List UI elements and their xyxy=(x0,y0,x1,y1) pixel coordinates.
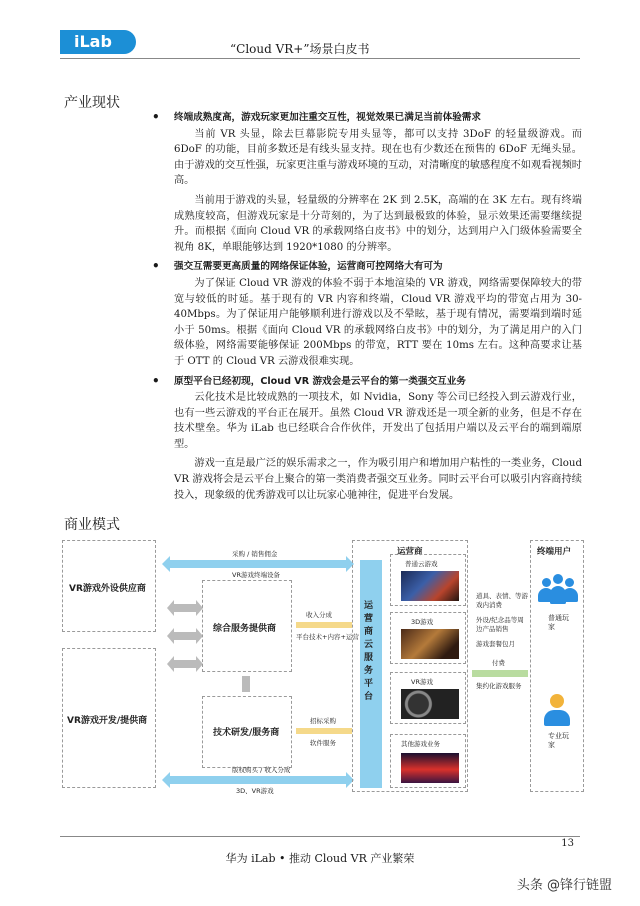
gray-arrow xyxy=(174,632,196,640)
page-number: 13 xyxy=(561,838,574,849)
top-arrow-label-above: 采购 / 销售佣金 xyxy=(232,550,278,558)
paragraph: 当前用于游戏的头显，轻量级的分辨率在 2K 到 2.5K，高端的在 3K 左右。现有终端成熟度较高，但游戏玩家是十分苛刻的，为了达到最极致的体验，显示效果还需要继续提升。而根据《面向 Cloud VR 的承载网络白皮书》中的划分，达到用户入门级体验需要全视角 8K，单眼能够达到 1920*1080 的分辨率。 xyxy=(174,194,582,253)
pro-player-label: 专业玩家 xyxy=(548,732,569,749)
bottom-arrow-label-above: 版权购买 / 收入分成 xyxy=(232,766,291,774)
pro-player-icon xyxy=(542,694,572,728)
game-tile-3d xyxy=(390,612,466,664)
paragraph: 为了保证 Cloud VR 游戏的体验不弱于本地渲染的 VR 游戏，网络需要保障较大的带宽与较低的时延。基于现有的 VR 内容和终端，Cloud VR 游戏平均的带宽占用为 30-40Mbps。为了保证用户能够顺利进行游戏以及不晕眩，基于现有情况，需要端到端时延小于 50ms。根据《面向 Cloud VR 的承载网络白皮书》中的划分，为了满足用户的入门级体验，网络需要能够保证 200Mbps 的带宽，RTT 要在 10ms 左右。这种高要求让基于 OTT 的 Cloud VR 云游戏很难实现。 xyxy=(174,277,582,367)
tech-service-box xyxy=(202,696,292,768)
vertical-gray-arrow xyxy=(242,676,250,692)
game-tile-cloud xyxy=(390,554,466,606)
game-label: 其他游戏业务 xyxy=(401,740,440,748)
pay-label: 付费 xyxy=(492,659,505,667)
bullet-heading-3: • 原型平台已经初现，Cloud VR 游戏会是云平台的第一类强交互业务 xyxy=(150,374,582,390)
integrated-service-box xyxy=(202,580,292,672)
subscription-label: 游戏套餐包月 xyxy=(476,640,515,648)
game-thumbnail xyxy=(401,571,459,601)
game-thumbnail xyxy=(401,689,459,719)
bottom-arrow-label-below: 3D、VR游戏 xyxy=(236,787,274,795)
top-blue-arrow xyxy=(170,560,346,568)
game-label: 3D游戏 xyxy=(411,618,434,626)
bullet-heading-2: • 强交互需要更高质量的网络保证体验，运营商可控网络大有可为 xyxy=(150,259,582,275)
section-title-business-model: 商业模式 xyxy=(64,517,120,533)
game-tile-other xyxy=(390,734,466,788)
integrated-service-label: 综合服务提供商 xyxy=(213,624,277,634)
game-thumbnail xyxy=(401,753,459,783)
yellow-arrow xyxy=(296,728,352,734)
paragraph: 游戏一直是最广泛的娱乐需求之一，作为吸引用户和增加用户粘性的一类业务，Cloud VR 游戏将会是云平台上聚合的第一类消费者强交互业务。同时云平台可以吸引内容商持续投入，现象级的优秀游戏可以让玩家心驰神往，促进平台发展。 xyxy=(174,458,582,501)
in-game-purchase-label: 道具、表情、等游戏内消费 xyxy=(476,592,528,609)
bidding-label: 招标采购 xyxy=(310,717,336,725)
footer-text: 华为 iLab • 推动 Cloud VR 产业繁荣 xyxy=(225,852,415,865)
revenue-share-label: 收入分成 xyxy=(306,611,332,619)
tech-service-label: 技术研发/服务商 xyxy=(213,728,280,738)
software-service-label: 软件服务 xyxy=(310,739,336,747)
game-tile-vr xyxy=(390,672,466,724)
operator-header: 运营商 xyxy=(397,547,423,557)
game-label: VR游戏 xyxy=(411,678,433,686)
game-label: 普通云游戏 xyxy=(405,560,438,568)
supplier-box xyxy=(62,540,156,632)
paragraph: 云化技术是比较成熟的一项技术，如 Nvidia，Sony 等公司已经投入到云游戏行业，也有一些云游戏的平台正在展开。虽然 Cloud VR 游戏还是一项全新的业务，但是不存在技术壁垒。华为 iLab 也已经联合合作伙伴，开发出了包括用户端以及云平台的端到端原型。 xyxy=(174,392,582,450)
regular-player-label: 普通玩家 xyxy=(548,614,569,631)
developer-box xyxy=(62,648,156,788)
bundle-label: 集约化游戏服务 xyxy=(476,682,522,690)
yellow-arrow xyxy=(296,622,352,628)
user-group-icon xyxy=(538,574,578,608)
paragraph: 当前 VR 头显，除去巨幕影院专用头显等，都可以支持 3DoF 的轻量级游戏。而 6DoF 的功能，目前多数还是有线头显支持。现在也有少数还在预售的 6DoF 无绳头显。由于游戏的交互性强，玩家更注重与游戏环境的互动，对清晰度的敏感程度不如观看视频时高。 xyxy=(174,128,582,187)
merch-label: 外设/纪念品等周边产品销售 xyxy=(476,616,524,633)
gray-arrow xyxy=(174,604,196,612)
footer-divider xyxy=(60,836,580,837)
gray-arrow xyxy=(174,660,196,668)
top-arrow-label-below: VR游戏终端设备 xyxy=(232,571,280,579)
developer-label: VR游戏开发/提供商 xyxy=(67,716,148,726)
supplier-label: VR游戏外设供应商 xyxy=(69,584,146,594)
ilab-logo: iLab xyxy=(60,30,136,54)
header-title: “Cloud VR+”场景白皮书 xyxy=(230,42,370,56)
platform-tech-label: 平台技术+内容+运营 xyxy=(296,633,359,641)
platform-label: 运营商云服务平台 xyxy=(364,601,374,702)
game-thumbnail xyxy=(401,629,459,659)
bottom-blue-arrow xyxy=(170,776,346,784)
bullet-heading-1: • 终端成熟度高，游戏玩家更加注重交互性，视觉效果已满足当前体验需求 xyxy=(150,110,582,126)
green-arrow xyxy=(472,670,528,677)
watermark: 头条 @锋行链盟 xyxy=(516,878,612,893)
section-title-industry-status: 产业现状 xyxy=(64,95,120,111)
end-user-header: 终端用户 xyxy=(537,547,572,557)
